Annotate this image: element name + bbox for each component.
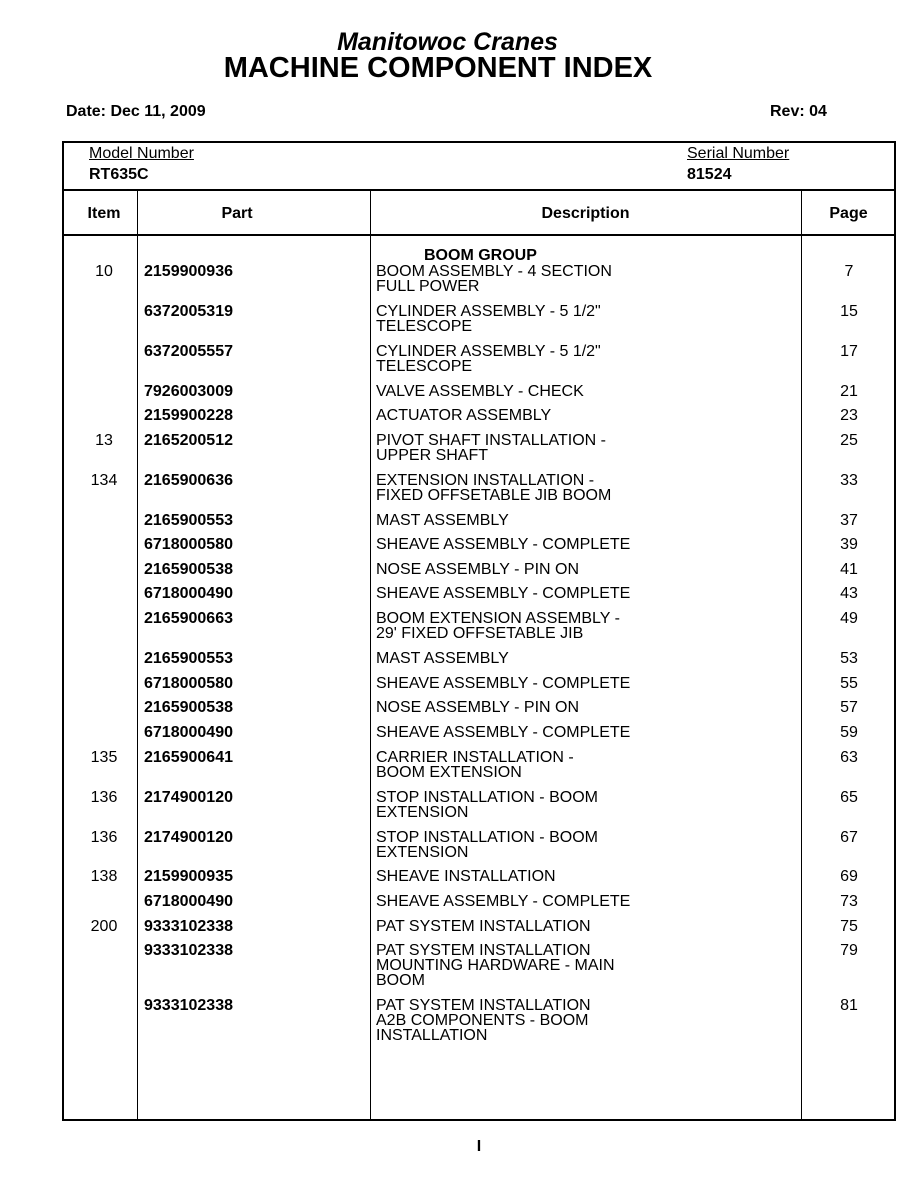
page-number: 37 [840,512,858,529]
page-number: 59 [840,724,858,741]
part-number: 6718000580 [144,536,233,553]
part-description [376,725,796,740]
item-number: 136 [90,789,118,806]
document-date: Date: Dec 11, 2009 [66,103,206,120]
page-number: 23 [840,407,858,424]
part-number: 2159900228 [144,407,233,424]
page-number: 79 [840,942,858,959]
description-line: UPPER SHAFT [376,447,489,464]
part-description [376,943,796,988]
description-line: SHEAVE ASSEMBLY - COMPLETE [376,585,631,602]
part-description [376,586,796,601]
description-line: STOP INSTALLATION - BOOM [376,789,598,806]
item-number: 13 [95,432,113,449]
item-number: 136 [90,829,118,846]
description-line: TELESCOPE [376,358,473,375]
page-number: 53 [840,650,858,667]
description-line: SHEAVE ASSEMBLY - COMPLETE [376,724,631,741]
part-number: 2159900935 [144,868,233,885]
part-number: 9333102338 [144,997,233,1014]
item-number: 134 [90,472,118,489]
description-line: STOP INSTALLATION - BOOM [376,829,598,846]
column-header-part: Part [221,205,253,222]
description-line: BOOM [376,972,425,989]
part-description [376,830,796,860]
description-line: CARRIER INSTALLATION - [376,749,574,766]
description-line: SHEAVE ASSEMBLY - COMPLETE [376,893,631,910]
description-line: FIXED OFFSETABLE JIB BOOM [376,487,612,504]
part-description [376,651,796,666]
component-index-table [62,141,896,1121]
serial-number-value: 81524 [687,166,732,183]
description-line: FULL POWER [376,278,480,295]
part-description [376,700,796,715]
part-number: 9333102338 [144,942,233,959]
part-description [376,513,796,528]
description-line: A2B COMPONENTS - BOOM [376,1012,589,1029]
header-divider [64,189,894,191]
model-number-value: RT635C [89,166,149,183]
item-number: 200 [90,918,118,935]
part-number: 6718000490 [144,724,233,741]
description-line: EXTENSION [376,804,469,821]
column-divider-description [801,190,802,1119]
part-description [376,611,796,641]
column-header-description: Description [541,205,630,222]
part-number: 2159900936 [144,263,233,280]
page-number: 57 [840,699,858,716]
page-number: 75 [840,918,858,935]
description-line: PAT SYSTEM INSTALLATION [376,942,591,959]
part-description [376,919,796,934]
part-number: 6718000490 [144,585,233,602]
page-number: 49 [840,610,858,627]
part-number: 6718000490 [144,893,233,910]
serial-number-label: Serial Number [687,145,790,162]
part-description [376,537,796,552]
description-line: PAT SYSTEM INSTALLATION [376,918,591,935]
page-number: 39 [840,536,858,553]
description-line: MOUNTING HARDWARE - MAIN [376,957,615,974]
part-description [376,894,796,909]
part-description [376,869,796,884]
section-heading: BOOM GROUP [424,247,537,264]
item-number: 138 [90,868,118,885]
part-description [376,264,796,294]
part-number: 2174900120 [144,789,233,806]
part-number: 7926003009 [144,383,233,400]
description-line: NOSE ASSEMBLY - PIN ON [376,699,580,716]
page-number: 21 [840,383,858,400]
column-header-page: Page [829,205,868,222]
page-number: 67 [840,829,858,846]
page-number: 63 [840,749,858,766]
part-number: 2165200512 [144,432,233,449]
part-number: 2165900641 [144,749,233,766]
part-description [376,433,796,463]
page-number: 15 [840,303,858,320]
column-header-divider [64,234,894,236]
part-number: 2165900636 [144,472,233,489]
part-number: 2174900120 [144,829,233,846]
part-description [376,562,796,577]
description-line: CYLINDER ASSEMBLY - 5 1/2" [376,303,601,320]
description-line: TELESCOPE [376,318,473,335]
footer-page-number: I [476,1138,482,1155]
description-line: BOOM ASSEMBLY - 4 SECTION [376,263,612,280]
part-description [376,384,796,399]
description-line: MAST ASSEMBLY [376,512,509,529]
part-number: 2165900538 [144,561,233,578]
page-number: 33 [840,472,858,489]
description-line: 29' FIXED OFFSETABLE JIB [376,625,584,642]
description-line: PIVOT SHAFT INSTALLATION - [376,432,606,449]
page-number: 69 [840,868,858,885]
description-line: BOOM EXTENSION [376,764,522,781]
description-line: SHEAVE ASSEMBLY - COMPLETE [376,675,631,692]
document-revision: Rev: 04 [770,103,827,120]
page-number: 65 [840,789,858,806]
part-number: 2165900553 [144,512,233,529]
description-line: NOSE ASSEMBLY - PIN ON [376,561,580,578]
column-header-item: Item [87,205,121,222]
column-divider-part [370,190,371,1119]
page-number: 17 [840,343,858,360]
page-number: 73 [840,893,858,910]
description-line: PAT SYSTEM INSTALLATION [376,997,591,1014]
page-number: 43 [840,585,858,602]
column-divider-item [137,190,138,1119]
part-number: 2165900663 [144,610,233,627]
part-number: 9333102338 [144,918,233,935]
part-description [376,790,796,820]
description-line: EXTENSION [376,844,469,861]
part-number: 2165900538 [144,699,233,716]
description-line: SHEAVE ASSEMBLY - COMPLETE [376,536,631,553]
description-line: VALVE ASSEMBLY - CHECK [376,383,584,400]
part-description [376,676,796,691]
item-number: 135 [90,749,118,766]
part-number: 6718000580 [144,675,233,692]
part-description [376,408,796,423]
part-description [376,473,796,503]
description-line: EXTENSION INSTALLATION - [376,472,595,489]
part-number: 6372005557 [144,343,233,360]
part-description [376,304,796,334]
description-line: INSTALLATION [376,1027,488,1044]
company-name: Manitowoc Cranes [337,28,558,56]
item-number: 10 [95,263,113,280]
part-description [376,750,796,780]
page-number: 25 [840,432,858,449]
description-line: ACTUATOR ASSEMBLY [376,407,552,424]
description-line: SHEAVE INSTALLATION [376,868,556,885]
page-number: 81 [840,997,858,1014]
part-description [376,344,796,374]
description-line: CYLINDER ASSEMBLY - 5 1/2" [376,343,601,360]
page-number: 7 [844,263,854,280]
part-description [376,998,796,1043]
model-number-label: Model Number [89,145,194,162]
page-number: 41 [840,561,858,578]
description-line: BOOM EXTENSION ASSEMBLY - [376,610,620,627]
page-title: MACHINE COMPONENT INDEX [223,52,653,84]
page-number: 55 [840,675,858,692]
description-line: MAST ASSEMBLY [376,650,509,667]
part-number: 2165900553 [144,650,233,667]
part-number: 6372005319 [144,303,233,320]
